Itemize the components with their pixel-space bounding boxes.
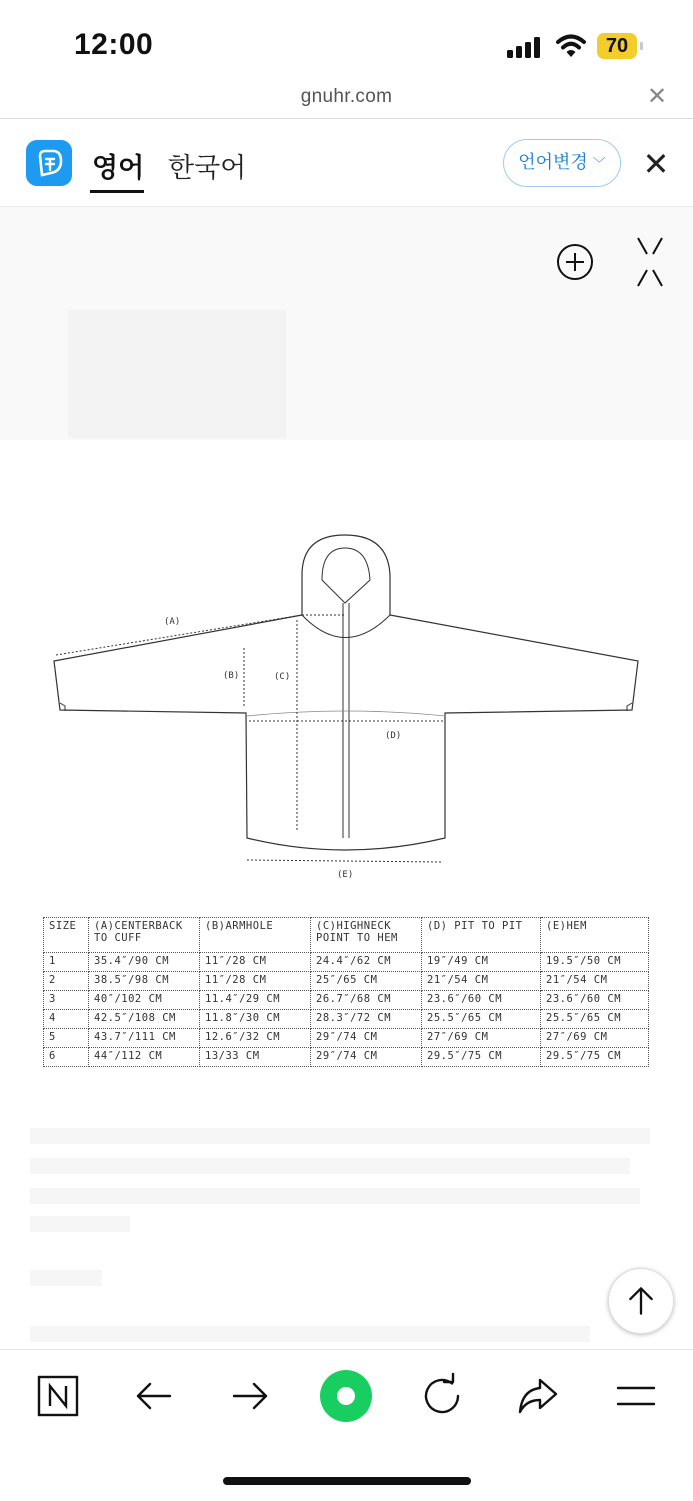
- table-cell: 13/33 CM: [200, 1048, 311, 1067]
- label-c: (C): [274, 672, 291, 682]
- table-cell: 2: [44, 972, 89, 991]
- forward-arrow-icon[interactable]: [226, 1372, 274, 1420]
- faded-text-line: [30, 1188, 640, 1204]
- table-cell: 19″/49 CM: [422, 953, 541, 972]
- header-size: SIZE: [44, 918, 89, 953]
- table-cell: 21″/54 CM: [541, 972, 649, 991]
- expand-icon[interactable]: [635, 236, 665, 288]
- label-e: (E): [337, 870, 354, 880]
- tab-korean[interactable]: 한국어: [168, 153, 247, 183]
- zoom-in-icon[interactable]: [556, 243, 594, 281]
- table-cell: 11.4″/29 CM: [200, 991, 311, 1010]
- url-text[interactable]: gnuhr.com: [300, 86, 393, 107]
- header-centerback: (A)CENTERBACK TO CUFF: [89, 918, 200, 953]
- table-header-row: [44, 918, 649, 953]
- header-armhole: (B)ARMHOLE: [200, 918, 311, 953]
- table-cell: 12.6″/32 CM: [200, 1029, 311, 1048]
- tab-english[interactable]: 영어: [92, 153, 145, 183]
- table-cell: 40″/102 CM: [89, 991, 200, 1010]
- back-arrow-icon[interactable]: [130, 1372, 178, 1420]
- menu-icon[interactable]: [612, 1372, 660, 1420]
- header-hem: (E)HEM: [541, 918, 649, 953]
- table-row: [44, 1010, 649, 1029]
- table-cell: 38.5″/98 CM: [89, 972, 200, 991]
- hoodie-technical-drawing: [40, 520, 652, 890]
- share-icon[interactable]: [514, 1372, 562, 1420]
- close-url-icon[interactable]: ✕: [646, 83, 668, 110]
- table-cell: 29.5″/75 CM: [541, 1048, 649, 1067]
- table-cell: 1: [44, 953, 89, 972]
- faded-text-line: [30, 1128, 650, 1144]
- table-cell: 35.4″/90 CM: [89, 953, 200, 972]
- table-cell: 43.7″/111 CM: [89, 1029, 200, 1048]
- table-cell: 25.5″/65 CM: [422, 1010, 541, 1029]
- active-tab-indicator: [90, 190, 144, 193]
- faded-text-line: [30, 1216, 130, 1232]
- table-cell: 29″/74 CM: [311, 1029, 422, 1048]
- table-cell: 11.8″/30 CM: [200, 1010, 311, 1029]
- label-d: (D): [385, 731, 402, 741]
- table-cell: 3: [44, 991, 89, 1010]
- table-cell: 27″/69 CM: [541, 1029, 649, 1048]
- green-dot-icon[interactable]: [318, 1368, 374, 1424]
- table-row: [44, 953, 649, 972]
- header-pit-to-pit: (D) PIT TO PIT: [422, 918, 541, 953]
- table-cell: 42.5″/108 CM: [89, 1010, 200, 1029]
- table-cell: 21″/54 CM: [422, 972, 541, 991]
- table-cell: 19.5″/50 CM: [541, 953, 649, 972]
- close-translate-icon[interactable]: ✕: [642, 146, 670, 182]
- table-cell: 44″/112 CM: [89, 1048, 200, 1067]
- faded-text-line: [30, 1326, 590, 1342]
- table-cell: 23.6″/60 CM: [422, 991, 541, 1010]
- table-cell: 5: [44, 1029, 89, 1048]
- table-cell: 24.4″/62 CM: [311, 953, 422, 972]
- table-cell: 25.5″/65 CM: [541, 1010, 649, 1029]
- divider: [0, 118, 693, 119]
- battery-icon: [597, 33, 645, 59]
- table-cell: 26.7″/68 CM: [311, 991, 422, 1010]
- naver-home-icon[interactable]: [34, 1372, 82, 1420]
- label-a: (A): [164, 617, 181, 627]
- change-language-button[interactable]: [503, 139, 621, 187]
- table-cell: 27″/69 CM: [422, 1029, 541, 1048]
- table-cell: 23.6″/60 CM: [541, 991, 649, 1010]
- table-cell: 28.3″/72 CM: [311, 1010, 422, 1029]
- arrow-up-icon[interactable]: [608, 1268, 674, 1334]
- wifi-icon: [556, 33, 586, 59]
- table-cell: 25″/65 CM: [311, 972, 422, 991]
- label-b: (B): [223, 671, 240, 681]
- cellular-signal-icon: [507, 36, 543, 58]
- papago-logo-icon: [26, 140, 72, 186]
- chevron-down-icon: ﹀: [592, 156, 606, 171]
- table-row: [44, 1029, 649, 1048]
- table-cell: 6: [44, 1048, 89, 1067]
- table-cell: 11″/28 CM: [200, 953, 311, 972]
- header-highneck: (C)HIGHNECK POINT TO HEM: [311, 918, 422, 953]
- reload-icon[interactable]: [418, 1372, 466, 1420]
- table-cell: 29.5″/75 CM: [422, 1048, 541, 1067]
- change-language-label: 언어변경: [518, 152, 588, 172]
- faded-text-line: [30, 1270, 102, 1286]
- battery-level: 70: [597, 33, 637, 59]
- table-row: [44, 1048, 649, 1067]
- table-cell: 29″/74 CM: [311, 1048, 422, 1067]
- size-chart-table: [43, 917, 649, 1067]
- table-row: [44, 991, 649, 1010]
- faded-text-line: [30, 1158, 630, 1174]
- table-cell: 4: [44, 1010, 89, 1029]
- status-time: 12:00: [74, 28, 154, 61]
- table-cell: 11″/28 CM: [200, 972, 311, 991]
- faded-image-panel: [68, 310, 286, 438]
- table-row: [44, 972, 649, 991]
- home-indicator: [223, 1477, 471, 1485]
